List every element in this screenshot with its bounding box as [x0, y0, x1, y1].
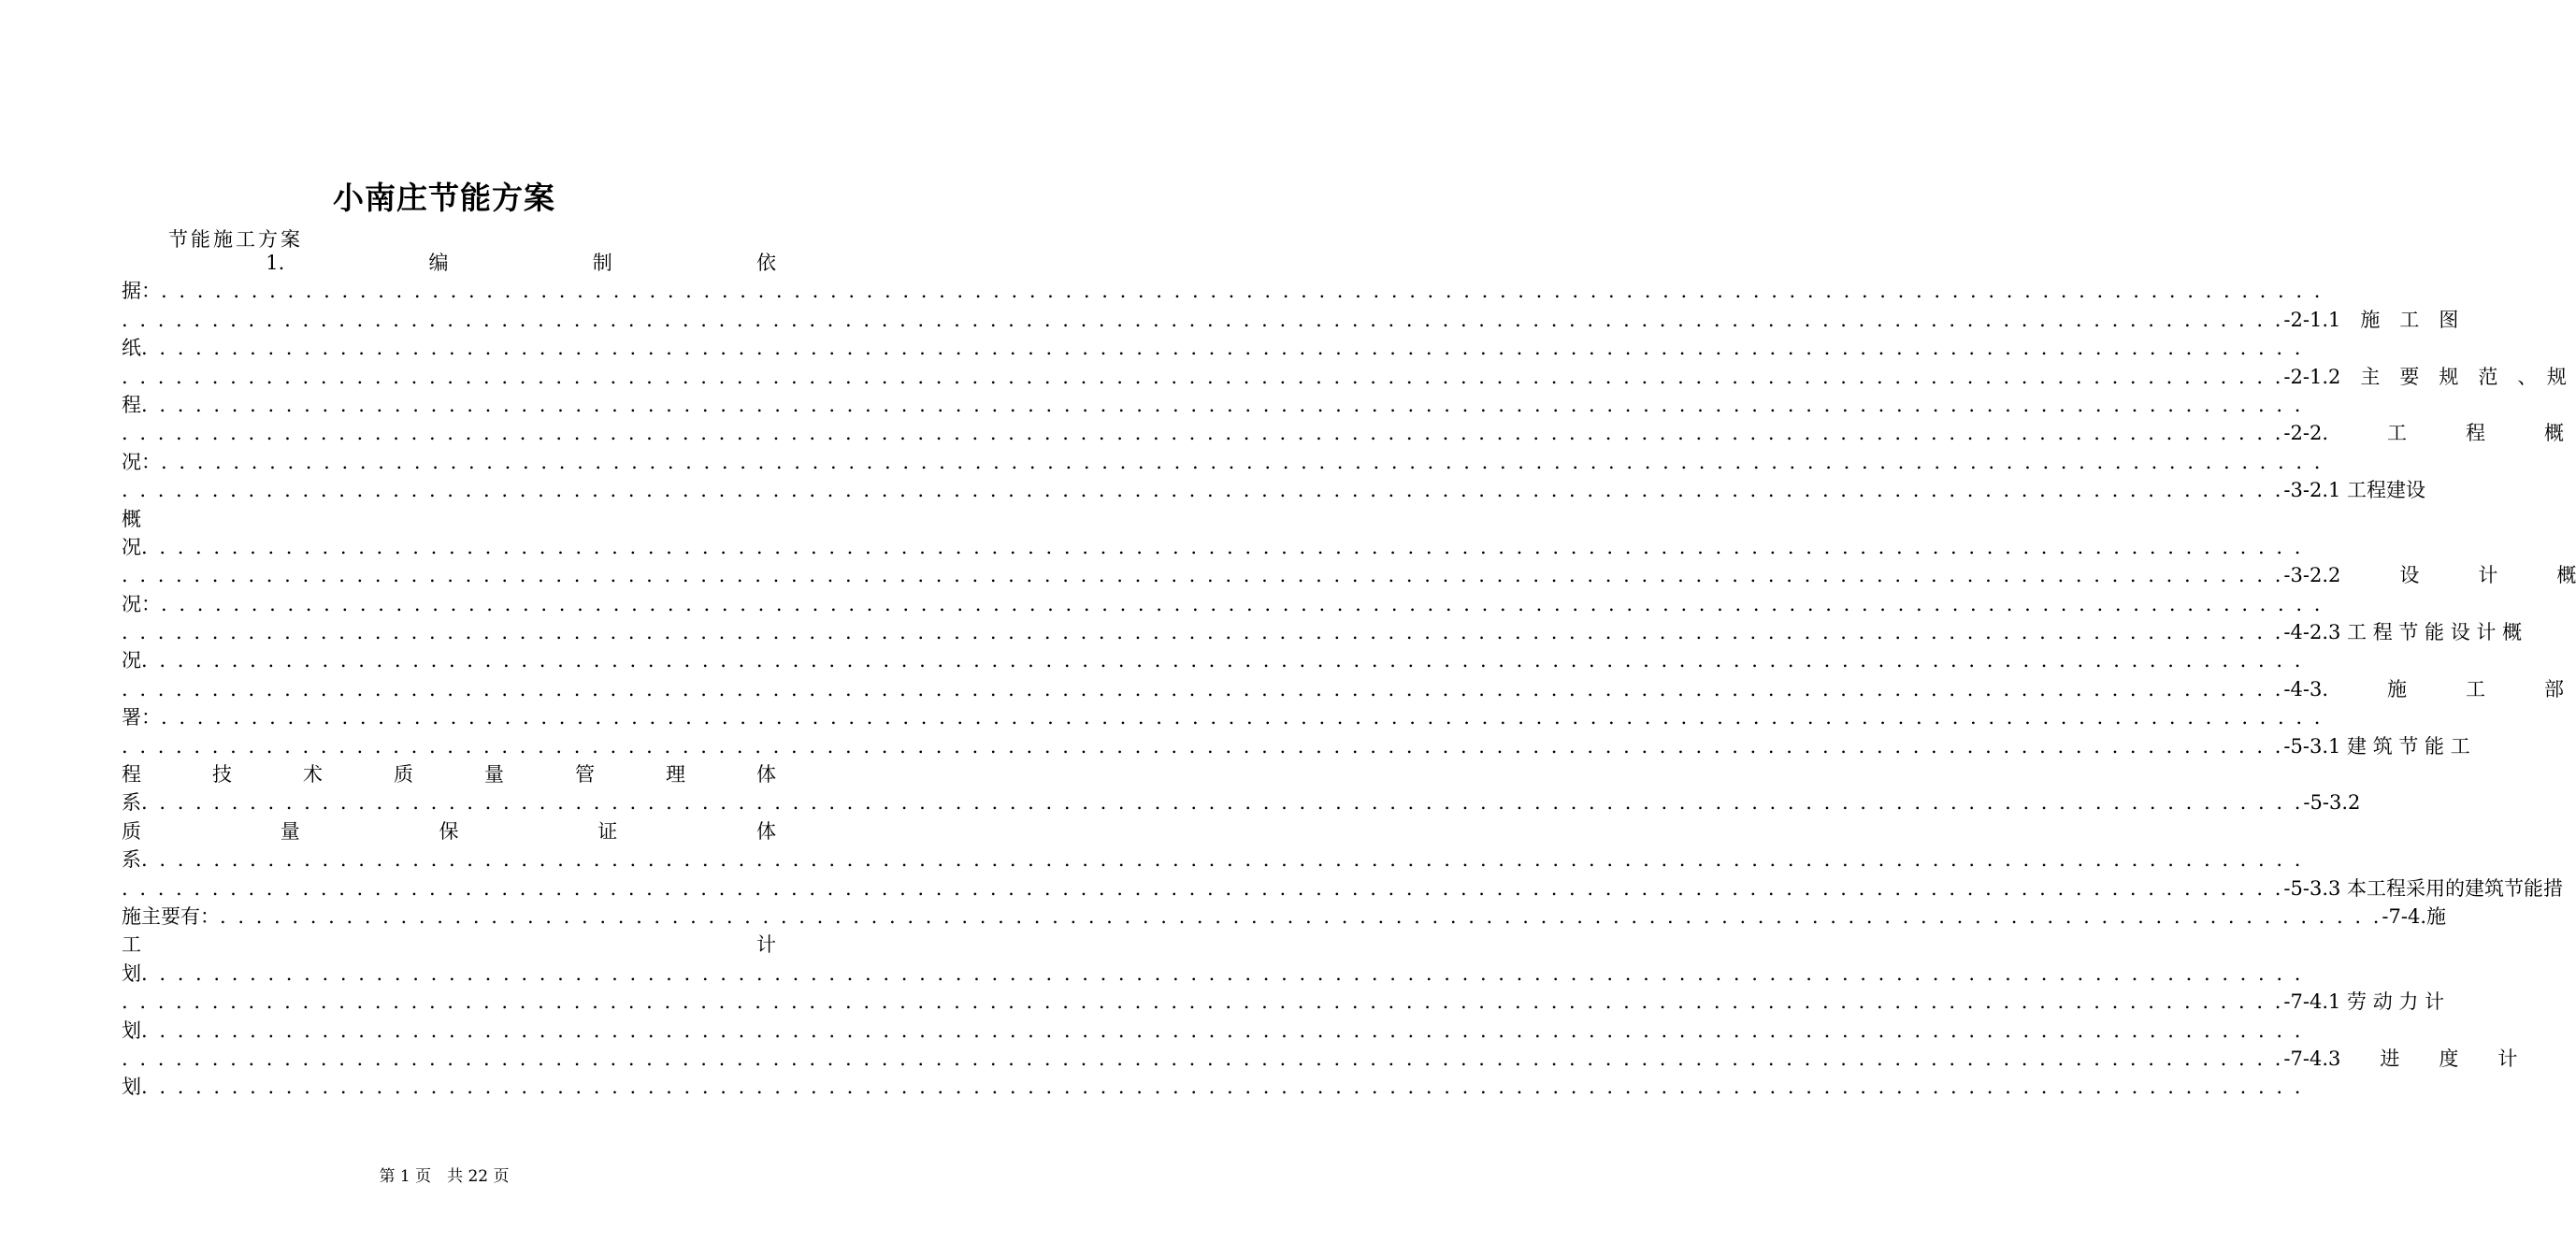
toc-line [122, 646, 2304, 674]
page-footer: 第 1 页 共 22 页 [379, 1167, 510, 1186]
toc-token: 1. [266, 252, 285, 274]
dot-leader: . . . . . . . . . . . . . . . . . . . . . . . . . . . . . . . . . . . . . . . . . . . . . . . . . . . . . . . . . . . . . . . . . . . . . . . . . . . . . . . . . . . . . . . . . . . . . . . . . . . . . . . . . . . . . . . . . . . . . . . . [122, 564, 2284, 587]
toc-line [122, 1017, 2304, 1045]
toc-line [122, 874, 2564, 903]
dot-leader: . . . . . . . . . . . . . . . . . . . . . . . . . . . . . . . . . . . . . . . . . . . . . . . . . . . . . . . . . . . . . . . . . . . . . . . . . . . . . . . . . . . . . . . . . . . . . . . . . . . . . . . . . . . . . . . . . . . . . . . . [161, 706, 2324, 730]
toc-token: 术 [303, 763, 323, 787]
toc-page-ref: -4-2.3 工 程 节 能 设 计 概 [2283, 621, 2523, 644]
dot-leader: . . . . . . . . . . . . . . . . . . . . . . . . . . . . . . . . . . . . . . . . . . . . . . . . . . . . . . . . . . . . . . . . . . . . . . . . . . . . . . . . . . . . . . . . . . . . . . . . . . . . . . . . . . . . . . . . . . . . . . . . [122, 876, 2284, 900]
toc-line [122, 448, 2324, 476]
toc-token: 管 [575, 763, 595, 787]
toc-label: 划 [122, 1019, 141, 1042]
toc-label: 况： [122, 450, 161, 473]
dot-leader: . . . . . . . . . . . . . . . . . . . . . . . . . . . . . . . . . . . . . . . . . . . . . . . . . . . . . . . . . . . . . . . . . . . . . . . . . . . . . . . . . . . . . . . . . . . . . . . . . . . . . . . . . . . . . . . . . . . . . . . . [141, 961, 2304, 985]
toc-line [122, 675, 2564, 703]
toc-line [122, 845, 2304, 874]
dot-leader: . . . . . . . . . . . . . . . . . . . . . . . . . . . . . . . . . . . . . . . . . . . . . . . . . . . . . . . . . . . . . . . . . . . . . . . . . . . . . . . . . . . . . . . . . . . . . . . . . . . . . . . . . . . . . . . . . . . . . . . . [141, 649, 2304, 672]
toc-line [122, 363, 2567, 391]
toc-line [122, 760, 776, 788]
dot-leader: . . . . . . . . . . . . . . . . . . . . . . . . . . . . . . . . . . . . . . . . . . . . . . . . . . . . . . . . . . . . . . . . . . . . . . . . . . . . . . . . . . . . . . . . . . . . . . . . . . . . . . . . . . . . . . . . . . . . . . . . [141, 848, 2304, 872]
dot-leader: . . . . . . . . . . . . . . . . . . . . . . . . . . . . . . . . . . . . . . . . . . . . . . . . . . . . . . . . . . . . . . . . . . . . . . . . . . . . . . . . . . . . . . . . . . . . . . . . . . . . . . . . . . . . . . . . . . . . . . . . [122, 621, 2284, 644]
dot-leader: . . . . . . . . . . . . . . . . . . . . . . . . . . . . . . . . . . . . . . . . . . . . . . . . . . . . . . . . . . . . . . . . . . . . . . . . . . . . . . . . . . . . . . . . . . . . . . . . . . . . . . . . . . . . . . . . . . . . . . . . [122, 308, 2284, 331]
toc-token: 保 [439, 819, 459, 843]
dot-leader: . . . . . . . . . . . . . . . . . . . . . . . . . . . . . . . . . . . . . . . . . . . . . . . . . . . . . . . . . . . . . . . . . . . . . . . . . . . . . . . . . . . . . . . . . . . . . . . . . . . . . . . . . . . . . . . . . . . . . . . . [141, 337, 2304, 360]
toc-page-ref: -3-2.2 设 计 概 [2283, 564, 2576, 587]
toc-line [122, 618, 2523, 646]
dot-leader: . . . . . . . . . . . . . . . . . . . . . . . . . . . . . . . . . . . . . . . . . . . . . . . . . . . . . . . . . . . . . . . . . . . . . . . . . . . . . . . . . . . . . . . . . . . . . . . . . . . . . . . . . . . . . . . . . . . . . . . . [122, 734, 2284, 758]
toc-line [122, 590, 2324, 618]
toc-page-ref: -5-3.1 建 筑 节 能 工 [2283, 734, 2470, 758]
toc-label: 况： [122, 592, 161, 615]
dot-leader: . . . . . . . . . . . . . . . . . . . . . . . . . . . . . . . . . . . . . . . . . . . . . . . . . . . . . . . . . . . . . . . . . . . . . . . . . . . . . . . . . . . . . . . . . . . . . . . . . . . . . . . . . . . . . . . . . . . . . . . . [122, 1047, 2284, 1070]
toc-label: 系 [122, 791, 141, 815]
toc-page-ref: -2-2. 工 程 概 [2283, 422, 2564, 445]
toc-line [122, 391, 2304, 419]
toc-label: 据： [122, 280, 161, 303]
dot-leader: . . . . . . . . . . . . . . . . . . . . . . . . . . . . . . . . . . . . . . . . . . . . . . . . . . . . . . . . . . . . . . . . . . . . . . . . . . . . . . . . . . . . . . . . . . . . . . . . . . . . . . . . . . . . . . . . . . . . . . . . [161, 592, 2324, 615]
dot-leader: . . . . . . . . . . . . . . . . . . . . . . . . . . . . . . . . . . . . . . . . . . . . . . . . . . . . . . . . . . . . . . . . . . . . . . . . . . . . . . . . . . . . . . . . . . . . . . . . . . . . . . . . . . . . . . . . . . . . . . . . [141, 791, 2304, 815]
toc-token: 编 [428, 252, 449, 274]
toc-label: 施主要有： [122, 904, 220, 928]
toc-line [122, 817, 776, 845]
dot-leader: . . . . . . . . . . . . . . . . . . . . . . . . . . . . . . . . . . . . . . . . . . . . . . . . . . . . . . . . . . . . . . . . . . . . . . . . . . . . . . . . . . . . . . . . . . . . . . . . . . . . . . . . . . . . . . . . . . . . . . . . [122, 479, 2284, 502]
table-of-contents [122, 249, 2576, 1102]
toc-line [122, 931, 776, 959]
dot-leader: . . . . . . . . . . . . . . . . . . . . . . . . . . . . . . . . . . . . . . . . . . . . . . . . . . . . . . . . . . . . . . . . . . . . . . . . . . . . . . . . . . . . . . . . . . . . . . . . . . . . . . . . . . . . . . . . . . . . . . . . [161, 280, 2324, 303]
toc-token: 程 [122, 763, 141, 787]
toc-page-ref: -7-4.施 [2382, 904, 2446, 928]
toc-page-ref: -5-3.3 本工程采用的建筑节能措 [2283, 876, 2564, 900]
dot-leader: . . . . . . . . . . . . . . . . . . . . . . . . . . . . . . . . . . . . . . . . . . . . . . . . . . . . . . . . . . . . . . . . . . . . . . . . . . . . . . . . . . . . . . . . . . . . . . . . . . . . . . . . . . . . . . . . . . . . . . . . [122, 422, 2284, 445]
toc-label: 况 [122, 649, 141, 672]
toc-line [122, 960, 2304, 988]
toc-token: 证 [597, 819, 618, 843]
toc-label: 划 [122, 1076, 141, 1099]
toc-page-ref: -2-1.1 施 工 图 [2283, 308, 2459, 331]
toc-line [122, 1045, 2518, 1073]
toc-token: 理 [666, 763, 685, 787]
toc-line [122, 277, 2324, 305]
toc-token: 制 [592, 252, 612, 274]
dot-leader: . . . . . . . . . . . . . . . . . . . . . . . . . . . . . . . . . . . . . . . . . . . . . . . . . . . . . . . . . . . . . . . . . . . . . . . . . . . . . . . . . . . . . . . . . . . . . . . . . . . . . . . . . . . . . . . . . . . . . . . . [122, 677, 2284, 701]
toc-label: 纸 [122, 337, 141, 360]
toc-line [122, 249, 776, 277]
toc-label: 系 [122, 848, 141, 872]
toc-token: 依 [756, 252, 776, 274]
toc-line [122, 903, 2446, 931]
toc-line [122, 988, 2445, 1016]
toc-token: 量 [484, 763, 504, 787]
toc-page-ref: -2-1.2 主 要 规 范 、 规 [2283, 365, 2567, 388]
toc-token: 工 [122, 933, 141, 957]
toc-token: 体 [756, 763, 776, 787]
dot-leader: . . . . . . . . . . . . . . . . . . . . . . . . . . . . . . . . . . . . . . . . . . . . . . . . . . . . . . . . . . . . . . . . . . . . . . . . . . . . . . . . . . . . . . . . . . . . . . . . . . . . . . . . . . . . . . . . . . . . . . . . [220, 904, 2382, 928]
toc-line [122, 505, 776, 533]
toc-token: 量 [280, 819, 300, 843]
toc-token: 计 [756, 933, 776, 957]
toc-line [122, 561, 2576, 589]
toc-page-ref: -7-4.3 进 度 计 [2283, 1047, 2518, 1070]
toc-page-ref: -4-3. 施 工 部 [2283, 677, 2564, 701]
dot-leader: . . . . . . . . . . . . . . . . . . . . . . . . . . . . . . . . . . . . . . . . . . . . . . . . . . . . . . . . . . . . . . . . . . . . . . . . . . . . . . . . . . . . . . . . . . . . . . . . . . . . . . . . . . . . . . . . . . . . . . . . [141, 1076, 2304, 1099]
toc-line [122, 419, 2564, 447]
toc-label: 况 [122, 535, 141, 558]
document-title: 小南庄节能方案 [333, 180, 555, 216]
toc-line [122, 476, 2426, 504]
toc-token: 质 [122, 819, 141, 843]
toc-line [122, 533, 2304, 561]
toc-token: 技 [212, 763, 232, 787]
toc-token: 质 [394, 763, 413, 787]
toc-label: 划 [122, 961, 141, 985]
toc-page-ref: -5-3.2 [2303, 791, 2361, 815]
toc-page-ref: -7-4.1 劳 动 力 计 [2283, 990, 2445, 1014]
toc-label: 概 [122, 507, 141, 530]
toc-token: 体 [756, 819, 776, 843]
toc-label: 程 [122, 393, 141, 416]
toc-label: 署： [122, 706, 161, 730]
toc-line [122, 788, 2361, 816]
toc-line [122, 1073, 2304, 1101]
dot-leader: . . . . . . . . . . . . . . . . . . . . . . . . . . . . . . . . . . . . . . . . . . . . . . . . . . . . . . . . . . . . . . . . . . . . . . . . . . . . . . . . . . . . . . . . . . . . . . . . . . . . . . . . . . . . . . . . . . . . . . . . [141, 393, 2304, 416]
document-subtitle: 节能施工方案 [168, 228, 303, 251]
dot-leader: . . . . . . . . . . . . . . . . . . . . . . . . . . . . . . . . . . . . . . . . . . . . . . . . . . . . . . . . . . . . . . . . . . . . . . . . . . . . . . . . . . . . . . . . . . . . . . . . . . . . . . . . . . . . . . . . . . . . . . . . [122, 365, 2284, 388]
toc-page-ref: -3-2.1 工程建设 [2283, 479, 2426, 502]
dot-leader: . . . . . . . . . . . . . . . . . . . . . . . . . . . . . . . . . . . . . . . . . . . . . . . . . . . . . . . . . . . . . . . . . . . . . . . . . . . . . . . . . . . . . . . . . . . . . . . . . . . . . . . . . . . . . . . . . . . . . . . . [161, 450, 2324, 473]
dot-leader: . . . . . . . . . . . . . . . . . . . . . . . . . . . . . . . . . . . . . . . . . . . . . . . . . . . . . . . . . . . . . . . . . . . . . . . . . . . . . . . . . . . . . . . . . . . . . . . . . . . . . . . . . . . . . . . . . . . . . . . . [141, 1019, 2304, 1042]
toc-line [122, 732, 2470, 760]
toc-line [122, 334, 2304, 362]
dot-leader: . . . . . . . . . . . . . . . . . . . . . . . . . . . . . . . . . . . . . . . . . . . . . . . . . . . . . . . . . . . . . . . . . . . . . . . . . . . . . . . . . . . . . . . . . . . . . . . . . . . . . . . . . . . . . . . . . . . . . . . . [122, 990, 2284, 1014]
toc-line [122, 306, 2459, 334]
toc-line [122, 703, 2324, 731]
dot-leader: . . . . . . . . . . . . . . . . . . . . . . . . . . . . . . . . . . . . . . . . . . . . . . . . . . . . . . . . . . . . . . . . . . . . . . . . . . . . . . . . . . . . . . . . . . . . . . . . . . . . . . . . . . . . . . . . . . . . . . . . [141, 535, 2304, 558]
